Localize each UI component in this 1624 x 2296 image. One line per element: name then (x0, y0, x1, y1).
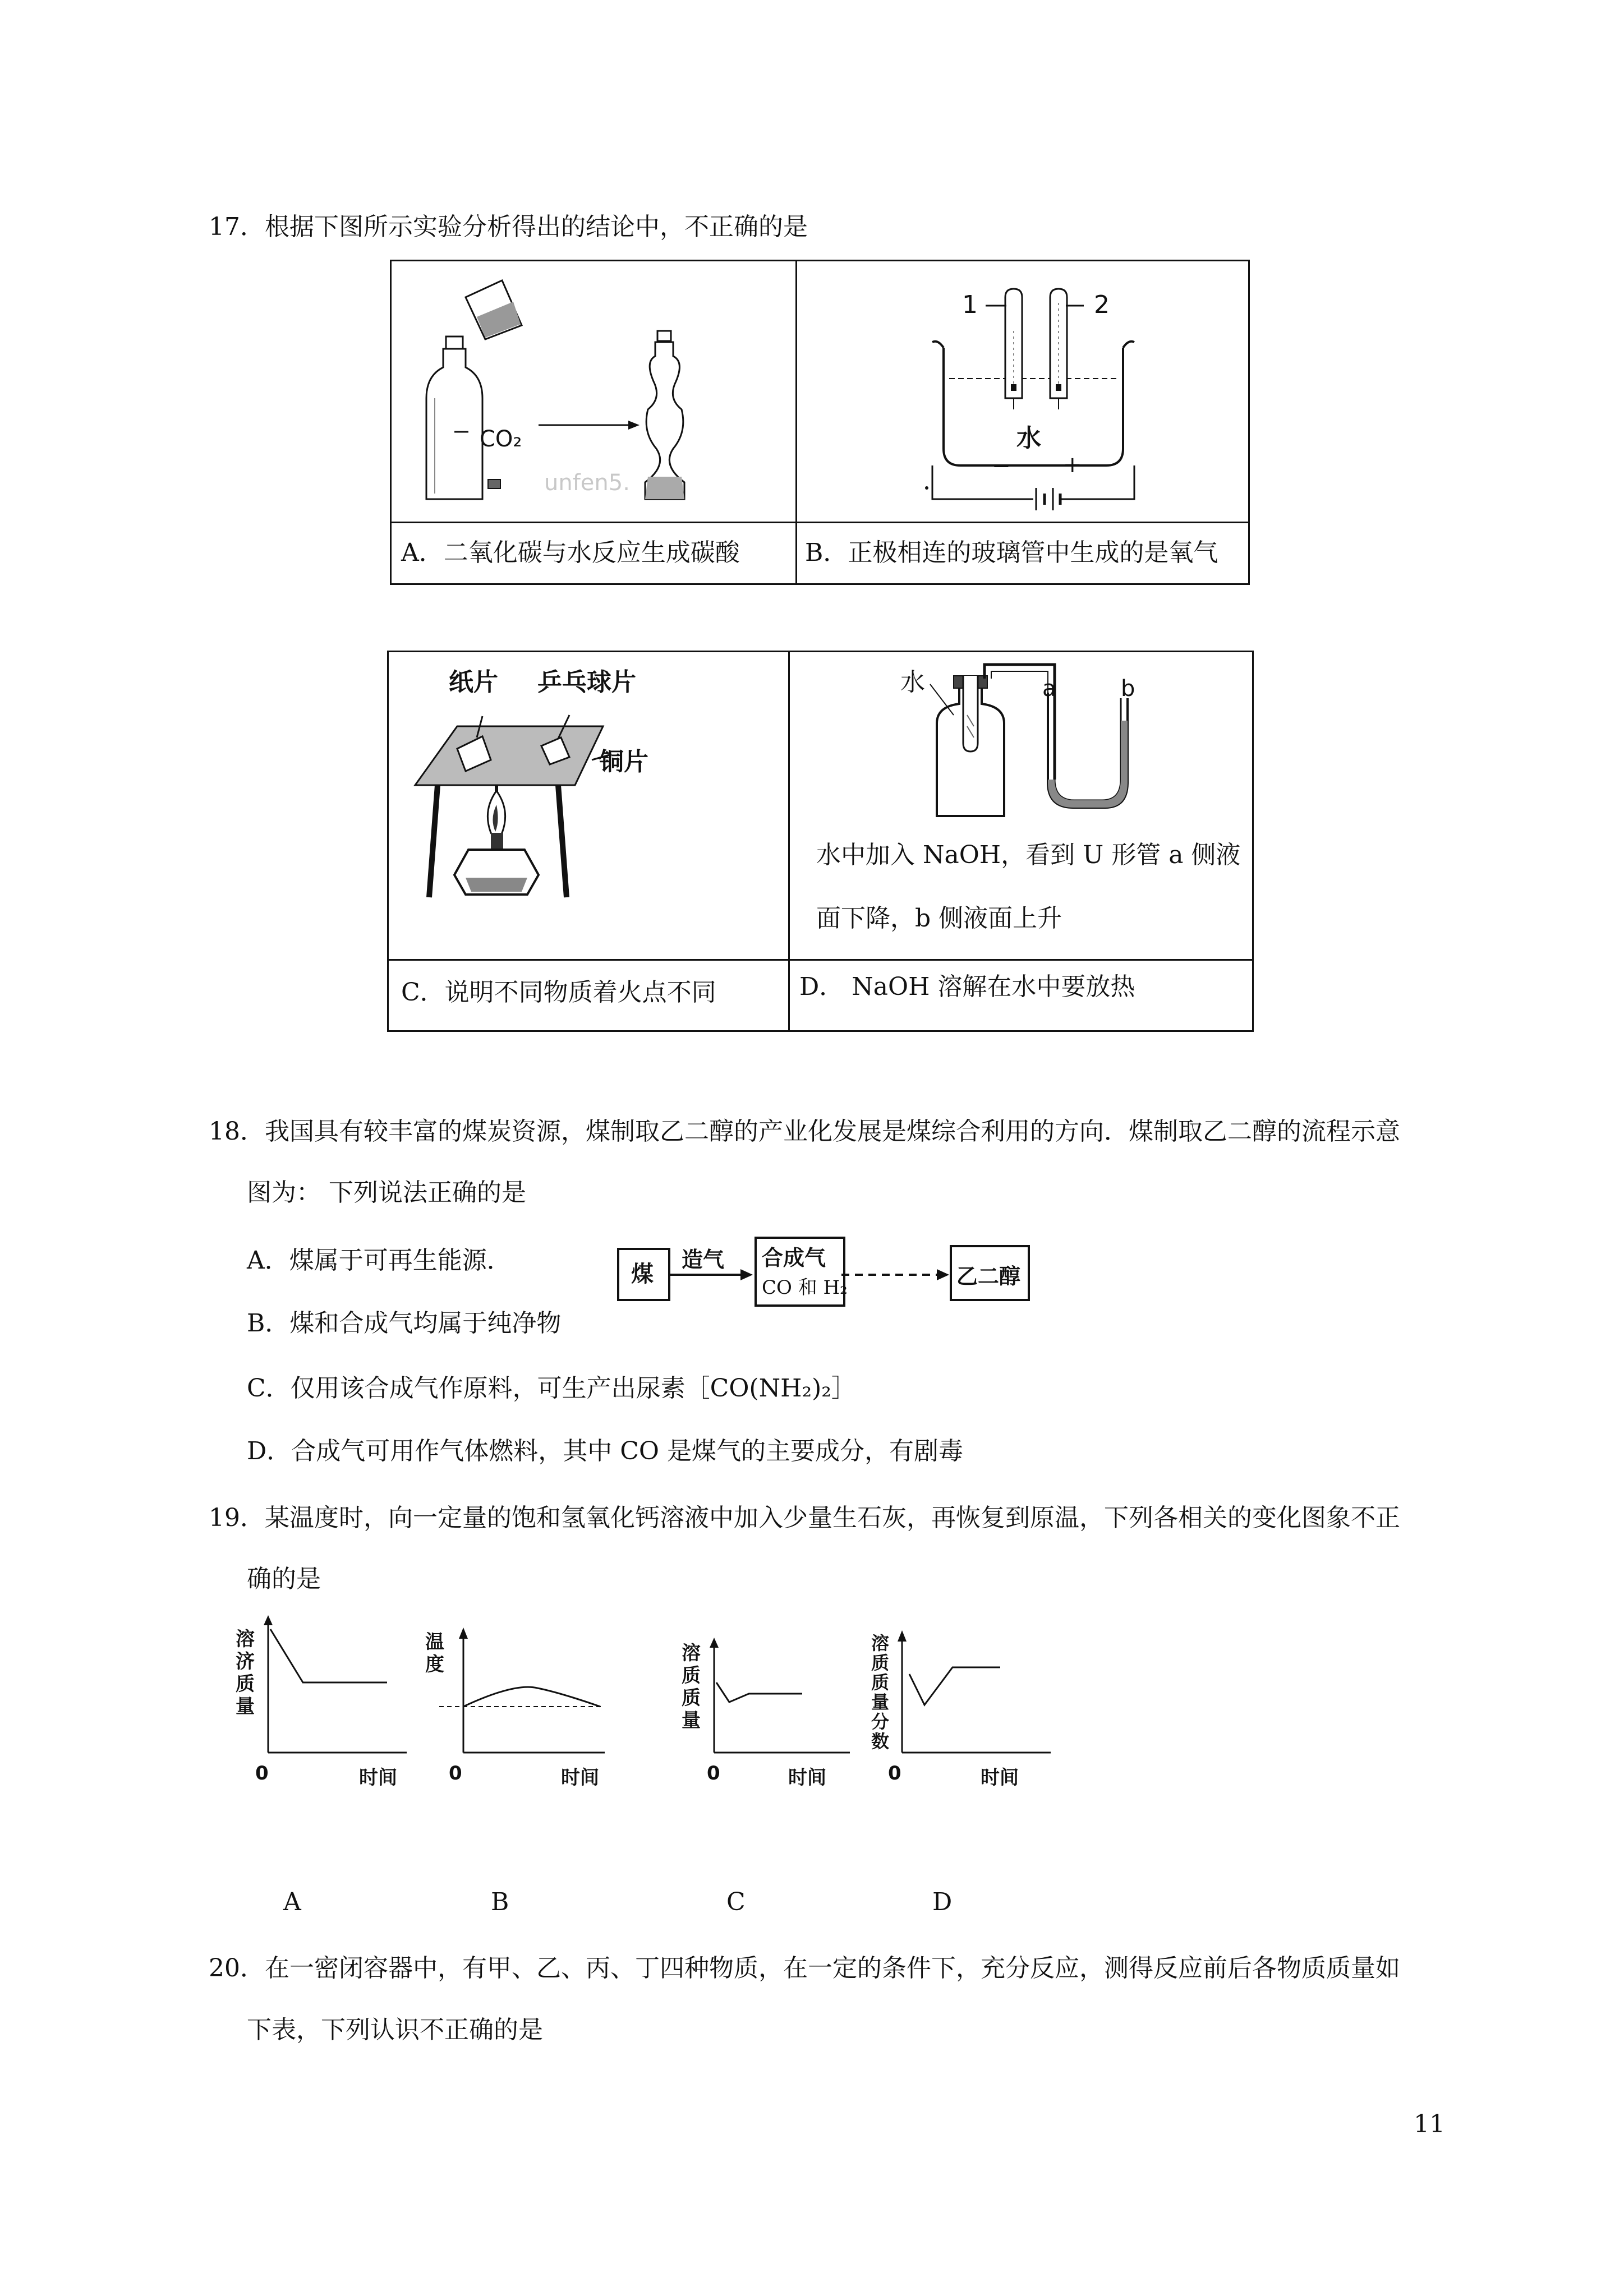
q17-stem: 17．根据下图所示实验分析得出的结论中，不正确的是 (209, 213, 808, 241)
q17-figure-d (791, 653, 1251, 822)
co2-label: CO₂ (480, 426, 522, 452)
plus-label: + (1063, 452, 1082, 478)
water-label-b: 水 (1016, 424, 1041, 453)
q19-graph-c (682, 1638, 861, 1800)
graph-c-origin: 0 (707, 1762, 720, 1785)
graph-c-ylabel-4: 量 (682, 1709, 701, 1732)
q19-graph-b (425, 1626, 616, 1800)
watermark: unfen5. (544, 470, 630, 496)
q19-stem-line-2: 确的是 (247, 1565, 321, 1593)
u-tube-diagram (791, 653, 1251, 822)
graph-d-origin: 0 (888, 1762, 901, 1785)
graph-a-xlabel: 时间 (359, 1767, 397, 1789)
q17-figure-d-desc-2: 面下降，b 侧液面上升 (816, 904, 1062, 933)
graph-a-origin: 0 (255, 1762, 269, 1785)
page-number: 11 (1414, 2110, 1445, 2138)
graph-d-ylabel-3: 质 (871, 1672, 890, 1693)
graph-b-ylabel-2: 度 (425, 1653, 444, 1676)
graph-d-ylabel-4: 量 (871, 1691, 890, 1713)
graph-letter-d: D (932, 1888, 953, 1916)
flow-coal-label: 煤 (631, 1261, 654, 1287)
graph-a-ylabel-4: 量 (236, 1695, 255, 1718)
q17-option-c: C．说明不同物质着火点不同 (401, 978, 716, 1007)
q18-option-b: B．煤和合成气均属于纯净物 (247, 1309, 562, 1338)
copper-sheet-label: 铜片 (599, 748, 648, 776)
graph-c-ylabel-3: 质 (682, 1687, 701, 1709)
graph-b-origin: 0 (449, 1762, 462, 1785)
graph-a-plot (236, 1615, 415, 1761)
flow-syngas-sub-label: CO 和 H₂ (762, 1276, 848, 1299)
q18-stem-line-1: 18．我国具有较丰富的煤炭资源，煤制取乙二醇的产业化发展是煤综合利用的方向．煤制取乙二醇的流程示意 (209, 1117, 1400, 1146)
q19-graph-a (236, 1615, 415, 1800)
flow-step-label: 造气 (682, 1247, 725, 1272)
q17-table-bottom-row-divider (387, 959, 1254, 961)
graph-letter-c: C (726, 1888, 746, 1916)
graph-d-plot (871, 1629, 1062, 1764)
q19-graph-d (871, 1629, 1062, 1800)
q17-option-d: D． NaOH 溶解在水中要放热 (799, 972, 1135, 1001)
electrolysis-diagram (798, 264, 1246, 519)
graph-letter-b: B (491, 1888, 509, 1916)
tube-2-label: 2 (1094, 291, 1110, 319)
graph-d-xlabel: 时间 (981, 1767, 1019, 1789)
graph-c-plot (682, 1638, 861, 1764)
graph-b-ylabel-1: 温 (425, 1631, 444, 1653)
q18-option-d: D．合成气可用作气体燃料，其中 CO 是煤气的主要成分，有剧毒 (247, 1437, 963, 1465)
graph-c-xlabel: 时间 (788, 1767, 826, 1789)
graph-a-ylabel-3: 质 (236, 1673, 255, 1695)
q17-option-b: B．正极相连的玻璃管中生成的是氧气 (805, 538, 1218, 567)
flow-product-label: 乙二醇 (956, 1264, 1021, 1289)
paper-piece-label: 纸片 (449, 668, 498, 697)
u-tube-side-b-label: b (1121, 676, 1135, 702)
q18-option-a: A．煤属于可再生能源． (247, 1246, 512, 1275)
graph-a-ylabel-1: 溶 (236, 1628, 255, 1650)
flow-syngas-label: 合成气 (762, 1246, 826, 1270)
graph-d-ylabel-6: 数 (871, 1731, 890, 1752)
q17-option-a: A．二氧化碳与水反应生成碳酸 (401, 538, 740, 567)
graph-b-xlabel: 时间 (561, 1767, 599, 1789)
minus-label: − (992, 453, 1011, 479)
ignition-point-diagram (390, 653, 785, 956)
graph-letter-a: A (283, 1888, 301, 1916)
q17-table-bottom-divider (788, 651, 790, 1032)
q17-figure-c (390, 653, 785, 956)
water-label-d: 水 (900, 668, 925, 697)
q17-figure-b (798, 264, 1246, 519)
q20-stem-line-1: 20．在一密闭容器中，有甲、乙、丙、丁四种物质，在一定的条件下，充分反应，测得反应前后各物质质量如 (209, 1954, 1400, 1983)
graph-c-ylabel-2: 质 (682, 1665, 701, 1687)
q17-table-top-row-divider (390, 522, 1250, 523)
q17-table-top-divider (795, 260, 797, 585)
u-tube-side-a-label: a (1042, 676, 1056, 702)
graph-d-ylabel-1: 溶 (871, 1633, 890, 1654)
q18-option-c: C．仅用该合成气作原料，可生产出尿素［CO(NH₂)₂］ (247, 1374, 856, 1403)
q18-stem-line-2: 图为： 下列说法正确的是 (247, 1178, 526, 1207)
graph-d-ylabel-5: 分 (871, 1711, 890, 1732)
q17-figure-d-desc-1: 水中加入 NaOH，看到 U 形管 a 侧液 (816, 841, 1241, 869)
graph-c-ylabel-1: 溶 (682, 1642, 701, 1665)
q19-stem-line-1: 19．某温度时，向一定量的饱和氢氧化钙溶液中加入少量生石灰，再恢复到原温，下列各相关的变化图象不正 (209, 1504, 1400, 1532)
graph-a-ylabel-2: 济 (236, 1650, 255, 1673)
graph-b-plot (425, 1626, 616, 1761)
pingpong-piece-label: 乒乓球片 (537, 668, 636, 697)
graph-d-ylabel-2: 质 (871, 1652, 890, 1673)
q20-stem-line-2: 下表，下列认识不正确的是 (247, 2016, 543, 2044)
tube-1-label: 1 (962, 291, 978, 319)
